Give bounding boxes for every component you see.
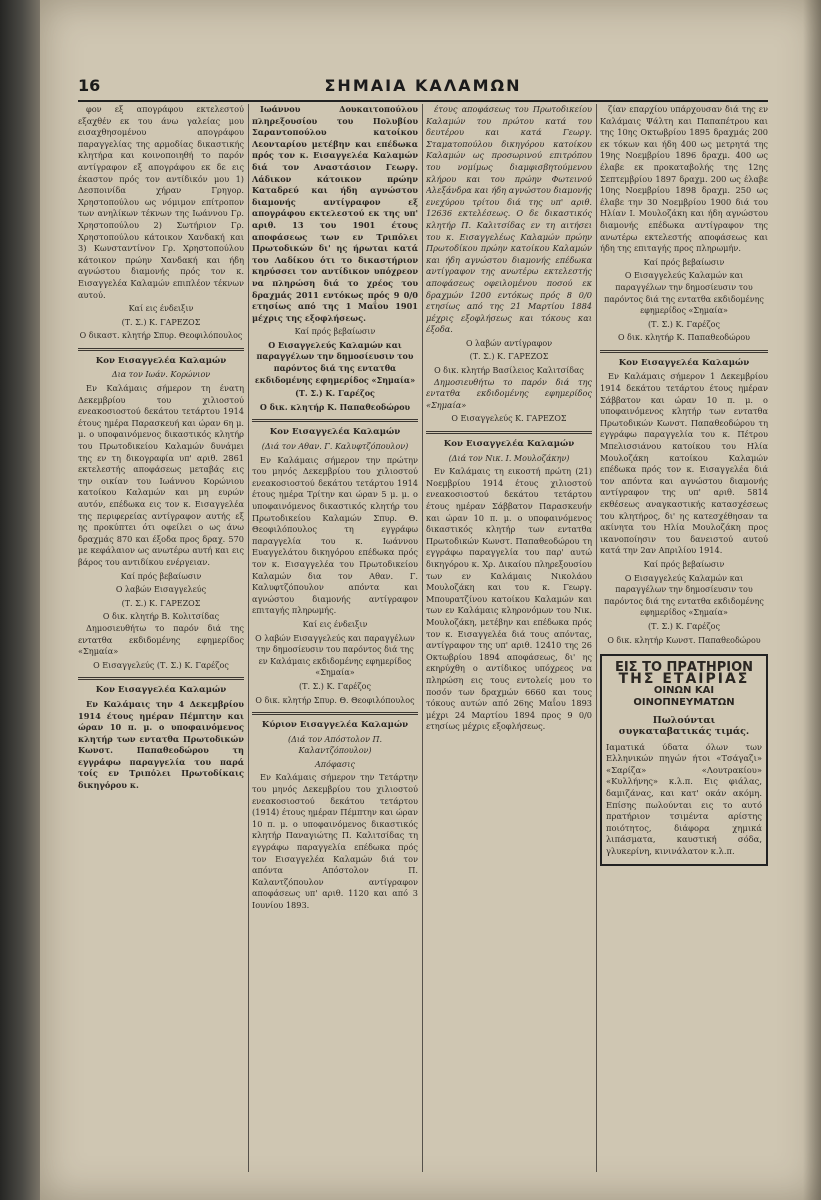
notice-heading: Κύριον Εισαγγελέα Καλαμών [261, 720, 409, 731]
notice-subheading: Δια τον Ιωάν. Κορώνιον [111, 370, 211, 380]
notice-signature: Ο δικ. κλητήρ Σπυρ. Θ. Θεοφιλόπουλος [255, 695, 415, 705]
newspaper-title: ΣΗΜΑΙΑ ΚΑΛΑΜΩΝ [324, 76, 522, 95]
notice-signature: Καί πρός βεβαίωσιν [120, 571, 202, 581]
notice-signature: Ο δικ. κλητήρ Βασίλειος Καλιτσίδας [434, 366, 584, 376]
notice-text: Εν Καλάμαις σήμερον την Τετάρτην του μηνός Δεκεμβρίου του χιλιοστού ενεακοσιοστού δεκάτου τετάρτου (1914) έτους ημέραν Πέμπτην και ώραν 10 π. μ. ο υποφαινόμενος δικαστικός κλητήρ Παναγιώτης Π. Καλιτσίδας τη εγγράφω παραγγελία επέδωκα πρός τον Εισαγγελέα Καλαμών διά τον απόντα Απόστολον Π. Καλαντζόπουλον αντίγραφον αποφάσεως υπ' αριθ. 1120 και από 3 Ιουνίου 1893. [252, 772, 418, 910]
notice-text: Εν Καλάμαις σήμερον τη ένατη Δεκεμβρίου του χιλιοστού ενεακοσιοστού δεκάτου τετάρτου 1914 έτους ημέρα Παρασκευή και ώραν 6η μ. μ. ο υποφαινόμενος δικαστικός κλητήρ του Πρωτοδικείου Καλαμών δυνάμει της εν τη δικογραφία υπ' αριθ. 2861 εκτελεστής αποφάσεως μεταβάς εις την οικίαν του Ιωάννου Κορώνιου κατοίκου Καλαμών και μη ευρών αυτόν, επέδωκα εις τον κ. Εισαγγελέα της περιφερείας αντίγραφον αυτής εξ ης προκύπτει ότι οφείλει ο ως άνω δραχμάς 870 και έξοδα προς δραχ. 570 με κεφάλαιον ως ανωτέρω αυτή και εις βάρος του αντιδίκου ενέργειαν. [78, 383, 244, 567]
notice-signature: (Τ. Σ.) Κ. ΓΑΡΕΖΟΣ [121, 317, 201, 327]
notice-signature: Καί πρός βεβαίωσιν [294, 327, 376, 337]
notice-continued [78, 104, 244, 342]
notice [252, 720, 418, 912]
notice [78, 356, 244, 671]
notice-separator [426, 431, 592, 434]
notice-signature: (Τ. Σ.) Κ. ΓΑΡΕΖΟΣ [121, 598, 201, 608]
notice-signature: (Τ. Σ.) Κ. Γαρέζος [648, 621, 720, 631]
notice-continued [426, 104, 592, 425]
notice-signature: (Τ. Σ.) Κ. Γαρέζος [648, 319, 720, 329]
notice-signature: Ο λαβών Εισαγγελεύς [115, 585, 207, 595]
column-rule [596, 104, 597, 1172]
notice-text: φον εξ απογράφου εκτελεστού εξαχθέν εκ του άνω γαλείας μου εισαχθησομένου απογράφου παραγγελίας της αρμοδίας δικαστικής κλητήρα και κοινοποιηθή το παρόν αντίγραφον εξ απογράφου εκ δε εις έκαστον πρός τον αντίδικόν μου 1) Δεσποινίδα χήραν Γρηγορ. Χρηστοπούλου ως νόμιμον επίτροπον των ανηλίκων τέκνων της Ιωάννου Γρ. Χρηστοπούλου 2) Σωτήριον Γρ. Χρηστοπούλου κάτοικον Χανδακή και 3) Κωνσταντίνον Γρ. Χρηστοπούλου κάτοικον πρώην Χανδακή και ήδη αγνώστου διαμονής πρός τον κ. Εισαγγελέα Καλαμών επιπλέον τέκνων αυτού. [78, 104, 244, 300]
notice-heading: Κον Εισαγγελέα Καλαμών [618, 357, 750, 368]
notice-signature: Ο Εισαγγελεύς Καλαμών και παραγγέλων την δημοσίευσιν του παρόντος διά της εντατθα εκδιδομένης εφημερίδος «Σημαία» [604, 271, 764, 316]
notice-signature: (Τ. Σ.) Κ. Γαρέζος [299, 681, 371, 691]
notice-signature: Ο δικ. κλητήρ Κ. Παπαθεοδώρου [617, 333, 751, 343]
notice-signature: Ο λαβών αντίγραφον [465, 338, 553, 348]
notice-heading: Κον Εισαγγελέα Καλαμών [95, 685, 227, 696]
notice-signature: Ο Εισαγγελεύς Κ. ΓΑΡΕΖΟΣ [451, 414, 567, 424]
notice-heading: Κον Εισαγγελέα Καλαμών [443, 439, 575, 450]
notice-signature: Καί εις ένδειξιν [128, 304, 194, 314]
notice-signature: (Τ. Σ.) Κ. ΓΑΡΕΖΟΣ [469, 352, 549, 362]
notice-subheading: (Διά τον Νικ. Ι. Μουλοζάκην) [448, 453, 570, 463]
advertisement-box [600, 654, 768, 866]
publication-order: Δημοσιευθήτω το παρόν διά της εντατθα εκδιδομένης εφημερίδος «Σημαία» [426, 376, 592, 410]
column-rule [248, 104, 249, 1172]
notice-text: Εν Καλάμαις σήμερον την πρώτην του μηνός Δεκεμβρίου του χιλιοστού ενεακοσιοστού δεκάτου τετάρτου 1914 έτους ημέρα Τρίτην και ώραν 5 μ. μ. ο υποφαινόμενος δικαστικός κλητήρ του Πρωτοδικείου Καλαμών Σπυρ. Θ. Θεοφιλόπουλος τη εγγράφω παραγγελία του κ. Ιωάννου Ευαγγελάτου δικηγόρου επέδωκα πρός τον κ. Εισαγγελέα του Πρωτοδικείου Καλαμών δια τον Αθαν. Γ. Καλυφτζόπουλον απόντα και αγνώστου διαμονής αντίγραφον επιταγής πληρωμής. [252, 454, 418, 616]
ad-heading: ΟΙΝΩΝ ΚΑΙ ΟΙΝΟΠΝΕΥΜΑΤΩΝ [633, 685, 735, 708]
notice [252, 427, 418, 706]
notice-text: ζίαν επαρχίου υπάρχουσαν διά της εν Καλάμαις Ψάλτη και Παπαπέτρου και της 10ης Οκτωβρίου 1895 δραχμάς 200 εκ τόκων και ήδη 400 ως μετρητά της 19ης Νοεμβρίου 1896 δραχμ. 400 ως έλαβε εκ προκαταβολής της 12ης Σεπτεμβρίου 1897 δραχμ. 200 ως έλαβε 10ης Νοεμβρίου 1898 δραχμ. 250 ως έλαβε την 30 Νοεμβρίου 1900 διά του Ηλίαν Ι. Μουλοζάκη και ήδη αγνώστου διαμονής επέδωκα αντίγραφον της ανωτέρω εκτελεστής αποφάσεως και ήδη της επιταγής προς πληρωμήν. [600, 104, 768, 254]
book-binding [0, 0, 40, 1200]
ad-text: Ιαματικά ύδατα όλων των Ελληνικών πηγών ήτοι «Τσάγαζι» «Σαρίζα» «Λουτρακίου» «Κυλλήνης» κ.λ.π. Εις φιάλας, δαμιζάνας, και κατ' οκάν ακόμη. Επίσης πωλούνται εις το αυτό πρατήριον τσιμέντα αρίστης ποιότητος, διάφορα χημικά λιπάσματα, καυστική σόδα, γλυκερίνη, κινινάλατον κ.λ.π. [606, 741, 762, 857]
notice-heading: Κον Εισαγγελέα Καλαμών [95, 355, 227, 366]
ad-tagline: Πωλούνται συγκαταβατικάς τιμάς. [618, 714, 750, 738]
column-1 [78, 104, 244, 1172]
notice-heading: Κον Εισαγγελέα Καλαμών [269, 427, 401, 438]
notice-separator [252, 419, 418, 422]
publication-order: Δημοσιευθήτω το παρόν διά της εντατθα εκδιδομένης εφημερίδος «Σημαία» [78, 622, 244, 657]
notice-signature: Ο δικαστ. κλητήρ Σπυρ. Θεοφιλόπουλος [79, 331, 243, 341]
notice-signature: Ο Εισαγγελεύς Καλαμών και παραγγέλων την δημοσίευσιν του παρόντος διά της εντατθα εκδιδομένης εφημερίδος «Σημαία» [604, 573, 764, 618]
notice-subheading: (Διά τον Απόστολον Π. Καλαντζόπουλον) [288, 734, 382, 756]
column-3 [426, 104, 592, 1172]
page-number: 16 [78, 76, 101, 95]
page-edge-shadow [803, 0, 821, 1200]
notice-text: Ιωάννου Δουκαιτοπούλου πληρεξουσίου του Πολυβίου Σαραντοπούλου κατοίκου Λεονταρίου μετέβην και επέδωκα πρός τον κ. Εισαγγελέα Καλαμών διά τον Αναστάσιον Γεωργ. Λάδικον κάτοικον πρώην Καταδρεύ και ήδη αγνώστου διαμονής αντίγραφον εξ απογράφου εκτελεστού εκ της υπ' αριθ. 13 του 1901 έτους αποφάσεως των εν Τριπόλει Πρωτοδικών δι' ης ήρωται κατά του Λαδίκου ότι το δικαστήριον κηρύσσει τον αντίδικον υπόχρεον να πληρώση διά το χρέος του δραχμάς 2011 εντόκως πρός 9 0/0 ετησίως από της 1 Μαΐου 1901 μέχρις της εξοφλήσεως. [252, 104, 418, 323]
notice [78, 685, 244, 791]
notice-subheading: Απόφασις [315, 759, 355, 769]
notice-signature: Ο δικ. κλητήρ Β. Κολιτσίδας [102, 612, 220, 622]
notice-signature: Ο Εισαγγελεύς (Τ. Σ.) Κ. Γαρέζος [93, 660, 229, 670]
notice-text: Εν Καλάμαις σήμερον 1 Δεκεμβρίου 1914 δεκάτου τετάρτου έτους ημέραν Σάββατον και ώραν 10 π. μ. ο υποφαινόμενος κλητήρ των εντατθα Πρωτοδικών Κωνστ. Παπαθεοδώρου τη εγγράφω παραγγελία του κ. Πέτρου Μπελισσιάνου κατοίκου του Ηλία Μουλοζάκη κατοίκου Καλαμών επέδωκα πρός τον κ. Εισαγγελέα διά τον απόντα και αγνώστου διαμονής αντίγραφον της υπ' αριθ. 5814 εκθέσεως αναγκαστικής κατασχέσεως του κλητήρος, δι' ης κατεσχέθησαν τα ακίνητα του Ηλία Μουλοζάκη προς ικανοποίησιν του δανειστού αυτού κατά την 2αν Απριλίου 1914. [600, 371, 768, 556]
column-2 [252, 104, 418, 1172]
ad-heading: ΕΙΣ ΤΟ ΠΡΑΤΗΡΙΟΝ [614, 660, 754, 676]
notice-text: Εν Καλάμαις την 4 Δεκεμβρίου 1914 έτους ημέραν Πέμπτην και ώραν 10 π. μ. ο υποφαινόμενος κλητήρ των εντατθα Πρωτοδικών Κωνστ. Παπαθεοδώρου τη εγγράφω παραγγελία του παρά τοίς εν Τριπόλει Πρωτοδίκαις δικηγόρου κ. [78, 698, 244, 791]
notice [426, 439, 592, 733]
notice-separator [78, 677, 244, 680]
notice-signature: Ο λαβών Εισαγγελεύς και παραγγέλων την δημοσίευσιν του παρόντος διά της εν Καλάμαις εκδιδομένης εφημερίδος «Σημαία» [255, 633, 415, 678]
notice-separator [78, 348, 244, 351]
notice-signature: Καί εις ένδειξιν [302, 619, 368, 629]
notice-subheading: (Διά τον Αθαν. Γ. Καλυφτζόπουλον) [261, 442, 409, 452]
notice-signature: Καί πρός βεβαίωσιν [643, 559, 725, 569]
notice-continued [600, 104, 768, 344]
notice-separator [252, 712, 418, 715]
notice-signature: (Τ. Σ.) Κ. Γαρέζος [295, 388, 375, 399]
ad-heading: ΤΗΣ ΕΤΑΙΡΙΑΣ [618, 670, 750, 687]
column-rule [422, 104, 423, 1172]
page-header [78, 76, 768, 102]
notice-text: Εν Καλάμαις τη εικοστή πρώτη (21) Νοεμβρίου 1914 έτους χιλιοστού ενεακοσιοστού δεκάτου τετάρτου έτους ημέραν Σάββατον Παρασκευήν και ώραν 10 π. μ. ο υποφαινόμενος δικαστικός κλητήρ των εντατθα Πρωτοδικών Κωνστ. Παπαθεοδώρου τη εγγράφω παραγγελία του παρ' αυτώ δικηγόρου κ. Χρ. Δικαίου πληρεξουσίου των εν Καλάμαις Νικολάου Μουλοζάκη και του κ. Γεωργ. Μπουρατζίνου κατοίκου Καλαμών και των εν Καλάμαις κληρονόμων του Νικ. Μουλοζάκη, μετέβην και επέδωκα πρός τον κ. Εισαγγελέα διά τους απόντας, αντίγραφον της υπ' αριθ. 12410 της 26 Οκτωβρίου 1894 αποφάσεως, δι' ης εκηρύχθη ο αντίδικος υπόχρεος να πληρώση εις τους εντολείς μου το ποσόν των δραχμών 6660 και τους τόκους αυτών από 26ης Μαΐου 1893 μέχρι 24 Μαρτίου 1894 προς 9 0/0 ετησίως μέχρις εξοφλήσεως. [426, 466, 592, 732]
notice-separator [600, 350, 768, 353]
notice-signature: Ο Εισαγγελεύς Καλαμών και παραγγέλων την δημοσίευσιν του παρόντος διά της εντατθα εκδιδομένης εφημερίδος «Σημαία» [254, 339, 416, 385]
notice-signature: Ο δικ. κλητήρ Κ. Παπαθεοδώρου [259, 401, 411, 412]
notice-text: έτους αποφάσεως του Πρωτοδικείου Καλαμών του πρώτου κατά του δευτέρου και κατά Γεωργ. Σταματοπούλου δικηγόρου κατοίκου Καλαμών ως προσωρινού επιτρόπου του νομίμως διαμφισβητούμενου κλήρου και του πρώην Φωτεινού Αλεξάνδρα και ήδη αγνώστου διαμονής ενεχύρου τρίτου διά της υπ' αριθ. 12636 εκτελέσεως. Ο δε δικαστικός κλητήρ Π. Καλιτσίδας εν τη αιτήσει του κ. Εισαγγελέως Καλαμών πρώην Πρωτοδίκου πρώην κατοίκου Καλαμών και ήδη αγνώστου διαμονής επέδωκα αντίγραφον της ανωτέρω εκτελεστής αποφάσεως οφειλομένου ποσού εκ δραχμών 1200 εντόκως πρός 8 0/0 ετησίως από της 21 Μαρτίου 1884 μέχρις εξοφλήσεως και τόκους και έξοδα. [426, 104, 592, 335]
notice [600, 358, 768, 646]
column-4 [600, 104, 768, 1172]
notice-signature: Ο δικ. κλητήρ Κωνστ. Παπαθεοδώρου [607, 635, 761, 645]
notice-continued [252, 104, 418, 413]
notice-signature: Καί πρός βεβαίωσιν [643, 257, 725, 267]
